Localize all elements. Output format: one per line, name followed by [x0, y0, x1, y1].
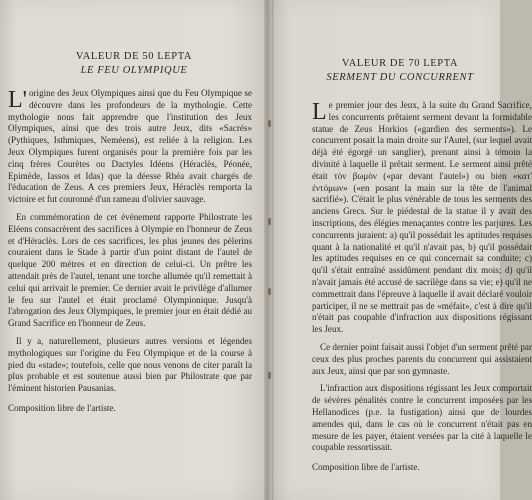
paragraph: Le premier jour des Jeux, à la suite du Grand Sacrifice, les concurrents prêtaient serment devant la formidable statue de Zeus Horkios («gardien des serments»). Le concurrent posait la main droite sur l'Autel, (sur lequel avait déjà été égorgé un sanglier), prenant ainsi à témoin la divinité à laquelle il prêtait serment. Le serment ainsi prêté était τὸν βωμὸν («par devant l'autel») ou bien «κατ' ἐντόμων» («en posant la main sur la tête de l'animal sacrifié»). C'était le plus vénérable de tous les serments des anciens Grecs. Sur le piédestal de la statue il y avait des inscriptions, des élégies menaçantes contre les parjures. Les concurrents juraient: a) qu'il possédait les aptitudes requises quant à la nationalité et qu'il n'avait pas, b) qu'il possédait les aptitudes requises en ce qui concernait sa conduite; c) qu'il s'était entraîné assidûment pendant dix mois; d) qu'il n'avait jamais été accusé de sacrilège dans sa vie; e) qu'il ne commettrait dans l'épreuve à laquelle il avait déclaré vouloir participer, il ne se mettrait pas de «méfait», c'est à dire qu'il n'était pas coupable d'infraction aux dispositions régissant les Jeux. — [312, 99, 532, 335]
left-page-subheading: LE FEU OLYMPIQUE — [80, 65, 188, 76]
paragraph: L'origine des Jeux Olympiques ainsi que du Feu Olympique se découvre dans les profondeurs de la mythologie. Cette mythologie nous fait apprendre que l'institution des Jeux Olympiques, ainsi que des trois autre Jeux, dits «Sacrés» (Pythiques, Isthmiques, Neméens), est reliée à la religion. Les Jeux Olympiques furent organisés pour la première fois par les cinq frères Courètes ou Dactyles Idéens (Héraclès, Péonée, Epimède, Iassos et Idas) que la déesse Rhéa avait chargés de l'éducation de Zeus. A ces premiers Jeux, Héraclès remporta la victoire et fut couronné d'un rameau d'olivier sauvage. — [8, 87, 252, 205]
paragraph: Ce dernier point faisait aussi l'objet d'un serment prêté par ceux des plus proches parents du concurrent qui assistaient aux Jeux, ainsi que par son gymnaste. — [312, 341, 532, 376]
binding-stitch — [268, 288, 271, 295]
right-page-header — [300, 57, 500, 85]
paragraph: Il y a, naturellement, plusieurs autres versions et légendes mythologiques sur l'origine du Feu Olympique et de la course à pied du «stade»; toutefois, celle que nous venons de citer paraît la plus probable et est soutenue aussi bien par Philostrate que par l'éminent historien Pausanias. — [8, 335, 252, 394]
artist-credit: Composition libre de l'artiste. — [8, 402, 116, 413]
right-page-subheading: SERMENT DU CONCURRENT — [326, 72, 474, 83]
paragraph: L'infraction aux dispositions régissant les Jeux comportait de sévères pénalités contre le concurrent imposées par les Hellanodices (p.e. la fustigation) ainsi que de lourdes amendes qui, dans le cas où le concurrent n'était pas en mesure de les payer, étaient versées par la cité à laquelle le coupable ressortissait. — [312, 383, 532, 453]
left-page-header — [14, 50, 254, 78]
binding-stitch — [268, 218, 271, 225]
paragraph: En commémoration de cet événement rapporte Philostrate les Eléens consacrèrent des sacrifices à Olympie en l'honneur de Zeus et d'Héraclès. Lors de ces sacrifices, les plus jeunes des pèlerins couraient dans le Stade à partir d'un point distant de l'autel de quelque 200 mètres et en direction de celui-ci. Un prêtre les attendait près de l'autel, tenant une torche allumée qu'il remettait à celui qui arrivait le premier. Ce dernier avait le privilège d'allumer le feu sur l'autel et était proclamé Olympionique. Jusqu'à l'abrogation des Jeux Olympiques, le premier jour en était dédié au Grand Sacrifice en l'honneur de Zeus. — [8, 211, 252, 329]
right-page-text — [312, 100, 532, 480]
right-page-heading: VALEUR DE 70 LEPTA — [341, 58, 459, 69]
artist-credit: Composition libre de l'artiste. — [312, 462, 420, 473]
binding-stitch — [268, 372, 271, 379]
left-page-text — [8, 88, 252, 421]
binding-stitch — [268, 120, 271, 127]
left-page-heading: VALEUR DE 50 LEPTA — [75, 51, 193, 62]
right-page-clip — [272, 0, 532, 500]
